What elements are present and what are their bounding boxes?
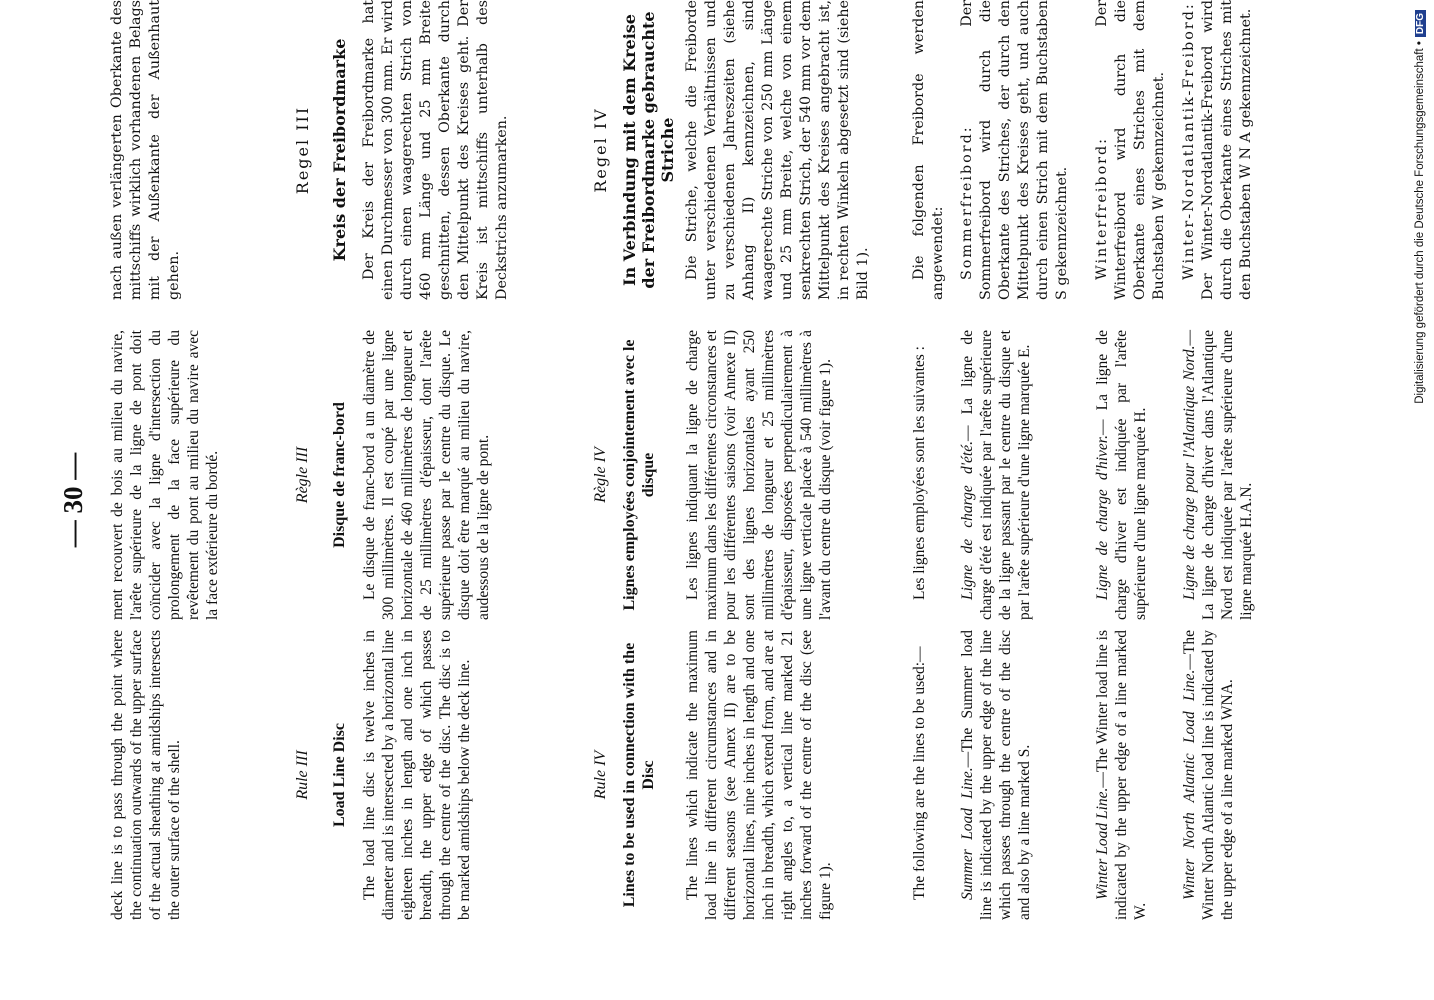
english-summer-text: —The Summer load line is indicated by the upper edge of the line which passes through the centre of the disc and also by a line marked S.	[959, 630, 1033, 920]
german-rule4-title: Regel IV	[591, 107, 610, 193]
french-rule4-text: Les lignes indiquant la ligne de charge maximum dans les différentes circonstances et pour les différentes saisons (voir Annexe II) sont des lignes horizontales ayant 250 millimètres de longueur et 25 millimètres d'épaisseur, disposées perpendiculairement à une ligne verticale placée à 540 millimètres à l'avant du centre du disque (voir figure 1).	[684, 330, 834, 620]
german-rule3-heading: Kreis der Freibordmarke	[330, 38, 349, 262]
german-rule3-text: Der Kreis der Freibordmarke hat einen Durchmesser von 300 mm. Er wird durch einen waagerechten Strich von 460 mm Länge und 25 mm Breite geschnitten, dessen Oberkante durch den Mittelpunkt des Kreises geht. Der Kreis ist mittschiffs unterhalb des Deckstrichs anzumarken.	[361, 0, 510, 300]
english-rule4-text: The lines which indicate the maximum load line in different circumstances and in different seasons (see Annex II) are to be horizontal lines, nine inches in length and one inch in breadth, which extend from, and are at right angles to, a vertical line marked 21 inches forward of the centre of the disc (see figure 1).	[684, 630, 834, 920]
french-winter-text: — La ligne de charge d'hiver est indiquée par l'arête supérieure d'une ligne marquée H.	[1094, 330, 1149, 620]
french-summer-text: — La ligne de charge d'été est indiquée par l'arête supérieure de la ligne passant par le centre du disque et par l'arête supérieure d'une ligne marquée E.	[959, 330, 1033, 620]
english-lines-intro: The following are the lines to be used:—	[911, 646, 928, 900]
digitization-credit	[1410, 10, 1430, 990]
german-summer-text: Der Sommerfreibord wird durch die Oberkante des Striches, der durch den Mittelpunkt des Kreises geht, und auch durch einen Strich mit dem Buchstaben S gekennzeichnet.	[959, 0, 1070, 300]
english-rule3-heading: Load Line Disc	[331, 723, 348, 828]
german-wna-paragraph	[1180, 0, 1256, 300]
german-summer-paragraph	[958, 0, 1072, 300]
french-continuation: ment recouvert de bois au milieu du navire, l'arête supérieure de la ligne de pont doit coïncider avec la ligne d'intersection du prolongement de la face supérieure du revêtement du pont au milieu du navire avec la face extérieure du bordé.	[109, 330, 221, 620]
credit-text: Digitalisierung gefördert durch die Deutsche Forschungsgemeinschaft •	[1414, 41, 1426, 404]
german-winter-paragraph	[1093, 0, 1169, 300]
german-wna-text: Der Winter-Nordatlantik-Freibord wird durch die Oberkante eines Striches mit den Buchstaben W N A gekennzeichnet.	[1200, 0, 1254, 300]
dfg-logo: DFG	[1415, 10, 1426, 37]
german-winter-text: Der Winterfreibord wird durch die Oberkante eines Striches mit dem Buchstaben W gekennzeichnet.	[1094, 0, 1167, 300]
english-continuation: deck line is to pass through the point where the continuation outwards of the upper surface of the actual sheathing at amidships intersects the outer surface of the shell.	[109, 630, 183, 920]
french-summer-term: Ligne de charge d'été.	[959, 441, 976, 600]
french-wna-term: Ligne de charge pour l'Atlantique Nord.	[1181, 345, 1198, 600]
german-winter-term: Winterfreibord:	[1094, 137, 1110, 280]
english-winter-paragraph	[1093, 630, 1150, 920]
german-rule3-title: Regel III	[293, 105, 312, 195]
french-rule4-title: Règle IV	[592, 447, 609, 503]
english-rule4-heading: Lines to be used in connection with the Disc	[621, 642, 657, 908]
french-rule3-text: Le disque de franc-bord a un diamètre de 300 millimètres. Il est coupé par une ligne horizontale de 460 millimètres de longueur et de 25 millimètres d'épaisseur, dont l'arête supérieure passe par le centre du disque. Le disque doit être marqué au milieu du navire, audessous de la ligne de pont.	[361, 330, 492, 620]
english-wna-term: Winter North Atlantic Load Line.	[1181, 669, 1198, 900]
english-wna-paragraph	[1180, 630, 1237, 920]
german-wna-term: Winter-Nordatlantik-Freibord:	[1181, 2, 1197, 280]
german-lines-intro: Die folgenden Freiborde werden angewendet:	[911, 0, 946, 300]
english-summer-term: Summer Load Line.	[959, 767, 976, 900]
french-lines-intro: Les lignes employées sont les suivantes :	[911, 346, 928, 600]
french-winter-term: Ligne de charge d'hiver.	[1094, 435, 1111, 600]
french-rule3-heading: Disque de franc-bord	[331, 402, 348, 548]
english-winter-term: Winter Load Line.	[1094, 787, 1111, 900]
german-rule4-heading: In Verbindung mit dem Kreise der Freibordmarke gebrauchte Striche	[620, 11, 677, 289]
french-summer-paragraph	[958, 330, 1034, 620]
english-rule3-text: The load line disc is twelve inches in diameter and is intersected by a horizontal line eighteen inches in length and one inch in breadth, the upper edge of which passes through the centre of the disc. The disc is to be marked amidships below the deck line.	[361, 630, 473, 920]
german-rule4-text: Die Striche, welche die Freiborde unter verschiedenen Verhältnissen und zu verschiedenen Jahreszeiten (siehe Anhang II) kennzeichnen, sind waagerechte Striche von 250 mm Länge und 25 mm Breite, welche von einem senkrechten Strich, der 540 mm vor dem Mittelpunkt des Kreises angebracht ist, in rechten Winkeln abgesetzt sind (siehe Bild 1).	[684, 0, 871, 300]
english-rule4-title: Rule IV	[592, 750, 609, 800]
german-summer-term: Sommerfreibord:	[959, 125, 975, 280]
english-summer-paragraph	[958, 630, 1034, 920]
french-winter-paragraph	[1093, 330, 1150, 620]
french-rule4-heading: Lignes employées conjointement avec le disque	[621, 339, 657, 611]
english-rule3-title: Rule III	[294, 750, 311, 800]
french-wna-paragraph	[1180, 330, 1256, 620]
english-winter-text: —The Winter load line is indicated by the upper edge of a line marked W.	[1094, 630, 1149, 920]
english-wna-text: —The Winter North Atlantic load line is indicated by the upper edge of a line marked WNA.	[1181, 630, 1236, 920]
french-rule3-title: Règle III	[294, 446, 311, 504]
page-number: — 30 —	[58, 452, 88, 548]
german-continuation: nach außen verlängerten Oberkante des mittschiffs wirklich vorhandenen Belags mit der Außenkante der Außenhaut gehen.	[109, 0, 182, 300]
french-wna-text: — La ligne de charge d'hiver dans l'Atlantique Nord est indiquée par l'arête supérieure d'une ligne marquée H.A.N.	[1181, 330, 1255, 620]
